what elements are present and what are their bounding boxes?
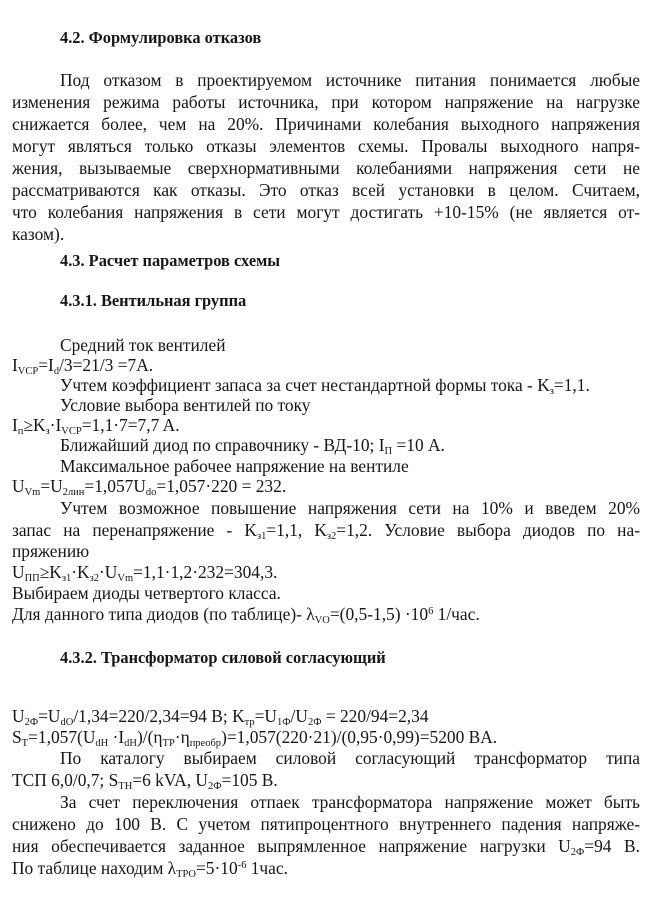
p42-line-3: снижается более, чем на 20%. Причинами колебания выходного напряжения xyxy=(12,114,640,134)
avg-current-label: Средний ток вентилей xyxy=(60,335,226,355)
current-condition-label: Условие выбора вентилей по току xyxy=(60,395,311,415)
table-line: По таблице находим $\lambda_{TPO}=5\cdot 10^{-6}$ 1час. xyxy=(12,858,288,880)
p42-line-8: казом). xyxy=(12,224,65,244)
section-4-3-title: 4.3. Расчет параметров схемы xyxy=(60,251,281,270)
increase-line-1: Учтем возможное повышение напряжения сети на 10% и введем 20% xyxy=(60,498,640,518)
section-4-2-title: 4.2. Формулировка отказов xyxy=(60,28,262,47)
tap-line-2: снижено до 100 B. С учетом пятипроцентного внутреннего падения напряже- xyxy=(12,814,640,834)
section-4-3-2-title: 4.3.2. Трансформатор силовой согласующий xyxy=(60,648,386,667)
voltage-condition-formula: $U_{ПП}\ge K_{з1}\cdot K_{з2}\cdot U_{Vm}=1,1\cdot 1,2\cdot 232=304,3$. xyxy=(12,562,278,584)
failure-rate-line: Для данного типа диодов (по таблице)- $\lambda_{VO}=(0,5-1,5) \cdot 10^6$ 1/час. xyxy=(12,604,480,626)
tap-line-3: ния обеспечивается заданное выпрямленное напряжение нагрузки $U_{2Ф}=94$ B. xyxy=(12,836,640,858)
p42-line-1: Под отказом в проектируемом источнике питания понимается любые xyxy=(60,70,640,90)
nearest-diode-line: Ближайший диод по справочнику - ВД-10; $I_П =10$ A. xyxy=(60,435,445,457)
increase-line-3: пряжению xyxy=(12,541,90,561)
avg-current-formula: $I_{VCP}=I_d/3=21/3 =7A$. xyxy=(12,355,154,377)
catalog-line-2: ТСП 6,0/0,7; $S_{TH}=6$ kVA, $U_{2Ф}=105$ B. xyxy=(12,770,278,792)
p42-line-6: рассматриваются как отказы. Это отказ всей установки в целом. Считаем, xyxy=(12,180,640,200)
max-voltage-formula: $U_{Vm}=U_{2лин}=1,057U_{do}=1,057\cdot 220 = 232$. xyxy=(12,476,287,498)
p42-line-7: что колебания напряжения в сети могут достигать +10-15% (не является от- xyxy=(12,202,640,222)
safety-factor-line: Учтем коэффициент запаса за счет нестандартной формы тока - $K_з=1,1$. xyxy=(60,375,590,397)
transformer-formula-2: $S_T=1,057(U_{dH} \cdot I_{dH})/(\eta_{TP}\cdot\eta_{преобр})=1,057(220\cdot 21)/(0,95\cdot 0,99)=5200$ BA. xyxy=(12,727,498,749)
choose-class-line: Выбираем диоды четвертого класса. xyxy=(12,583,281,603)
tap-line-1: За счет переключения отпаек трансформатора напряжение может быть xyxy=(60,792,640,812)
current-condition-formula: $I_п\ge K_з\cdot I_{VCP}=1,1\cdot 7=7,7$ A. xyxy=(12,415,180,437)
max-voltage-label: Максимальное рабочее напряжение на вентиле xyxy=(60,456,409,476)
increase-line-2: запас на перенапряжение - $K_{з1}=1,1$, $K_{з2}=1,2$. Условие выбора диодов по на- xyxy=(12,520,640,542)
p42-line-2: изменения режима работы источника, при котором напряжение на нагрузке xyxy=(12,92,640,112)
p42-line-4: могут являться только отказы элементов схемы. Провалы выходного напря- xyxy=(12,136,640,156)
p42-line-5: жения, вызываемые сверхнормативными колебаниями напряжения сети не xyxy=(12,158,640,178)
transformer-formula-1: $U_{2Ф}=U_{dO}/1,34=220/2,34=94$ B; $K_{тр}=U_{1Ф}/U_{2Ф} = 220/94=2,34$ xyxy=(12,706,429,728)
section-4-3-1-title: 4.3.1. Вентильная группа xyxy=(60,291,247,310)
catalog-line-1: По каталогу выбираем силовой согласующий трансформатор типа xyxy=(60,748,640,768)
